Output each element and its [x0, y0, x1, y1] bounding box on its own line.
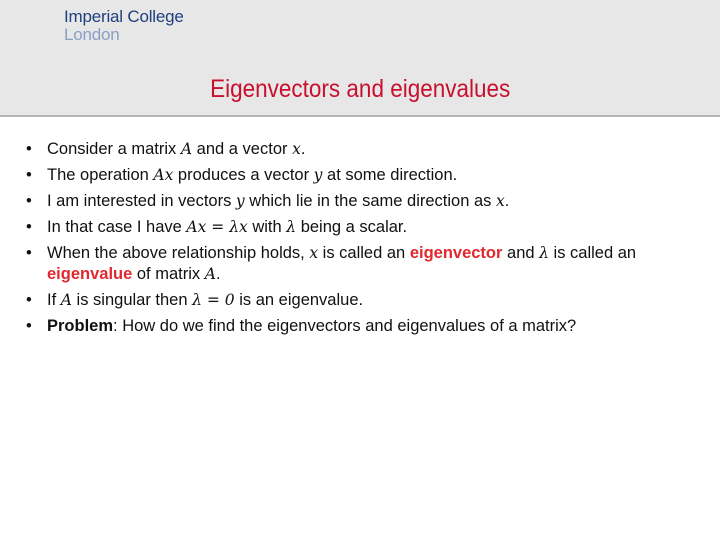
text: Consider a matrix [47, 140, 181, 158]
bullet-item [24, 290, 704, 311]
text: of matrix [132, 265, 205, 283]
math: λ [286, 218, 297, 236]
math: A [60, 291, 72, 309]
text: with [247, 218, 287, 236]
logo-line-1: Imperial College [64, 7, 184, 26]
text: which lie in the same direction as [244, 192, 496, 210]
bullet-item [24, 191, 704, 212]
slide-header [0, 0, 720, 117]
math: x [309, 244, 319, 262]
slide-title: Eigenvectors and eigenvalues [210, 75, 511, 103]
logo-line-2: London [64, 25, 120, 44]
bullet-item [24, 316, 704, 337]
math: y [313, 166, 323, 184]
bullet-list [24, 139, 704, 342]
text: The operation [47, 166, 154, 184]
text: and [502, 244, 540, 262]
bullet-item [24, 139, 704, 160]
text: : How do we find the eigenvectors and eigenvalues of a matrix? [113, 317, 577, 335]
bullet-item [24, 217, 704, 238]
math: Ax [153, 166, 174, 184]
text: at some direction. [322, 166, 458, 184]
text: . [300, 140, 306, 158]
text: . [215, 265, 221, 283]
bullet-item [24, 243, 704, 285]
math: λ [539, 244, 549, 262]
text: is called an [548, 244, 637, 262]
highlight-term: eigenvector [409, 244, 503, 262]
math: λ = 0 [192, 291, 235, 309]
text: . [504, 192, 510, 210]
text: and a vector [192, 140, 293, 158]
math: Ax = λx [186, 218, 248, 236]
text: is called an [318, 244, 410, 262]
math: y [235, 192, 245, 210]
text: being a scalar. [296, 218, 408, 236]
bullet-item [24, 165, 704, 186]
math: A [180, 140, 193, 158]
text: In that case I have [47, 218, 187, 236]
problem-label: Problem [47, 317, 114, 335]
text: When the above relationship holds, [47, 244, 310, 262]
text: is an eigenvalue. [234, 291, 364, 309]
imperial-college-logo [64, 8, 184, 44]
text: produces a vector [173, 166, 314, 184]
highlight-term: eigenvalue [47, 265, 133, 283]
math: x [495, 192, 505, 210]
math: A [204, 265, 216, 283]
math: x [292, 140, 301, 158]
text: I am interested in vectors [47, 192, 236, 210]
text: is singular then [71, 291, 193, 309]
text: If [47, 291, 61, 309]
